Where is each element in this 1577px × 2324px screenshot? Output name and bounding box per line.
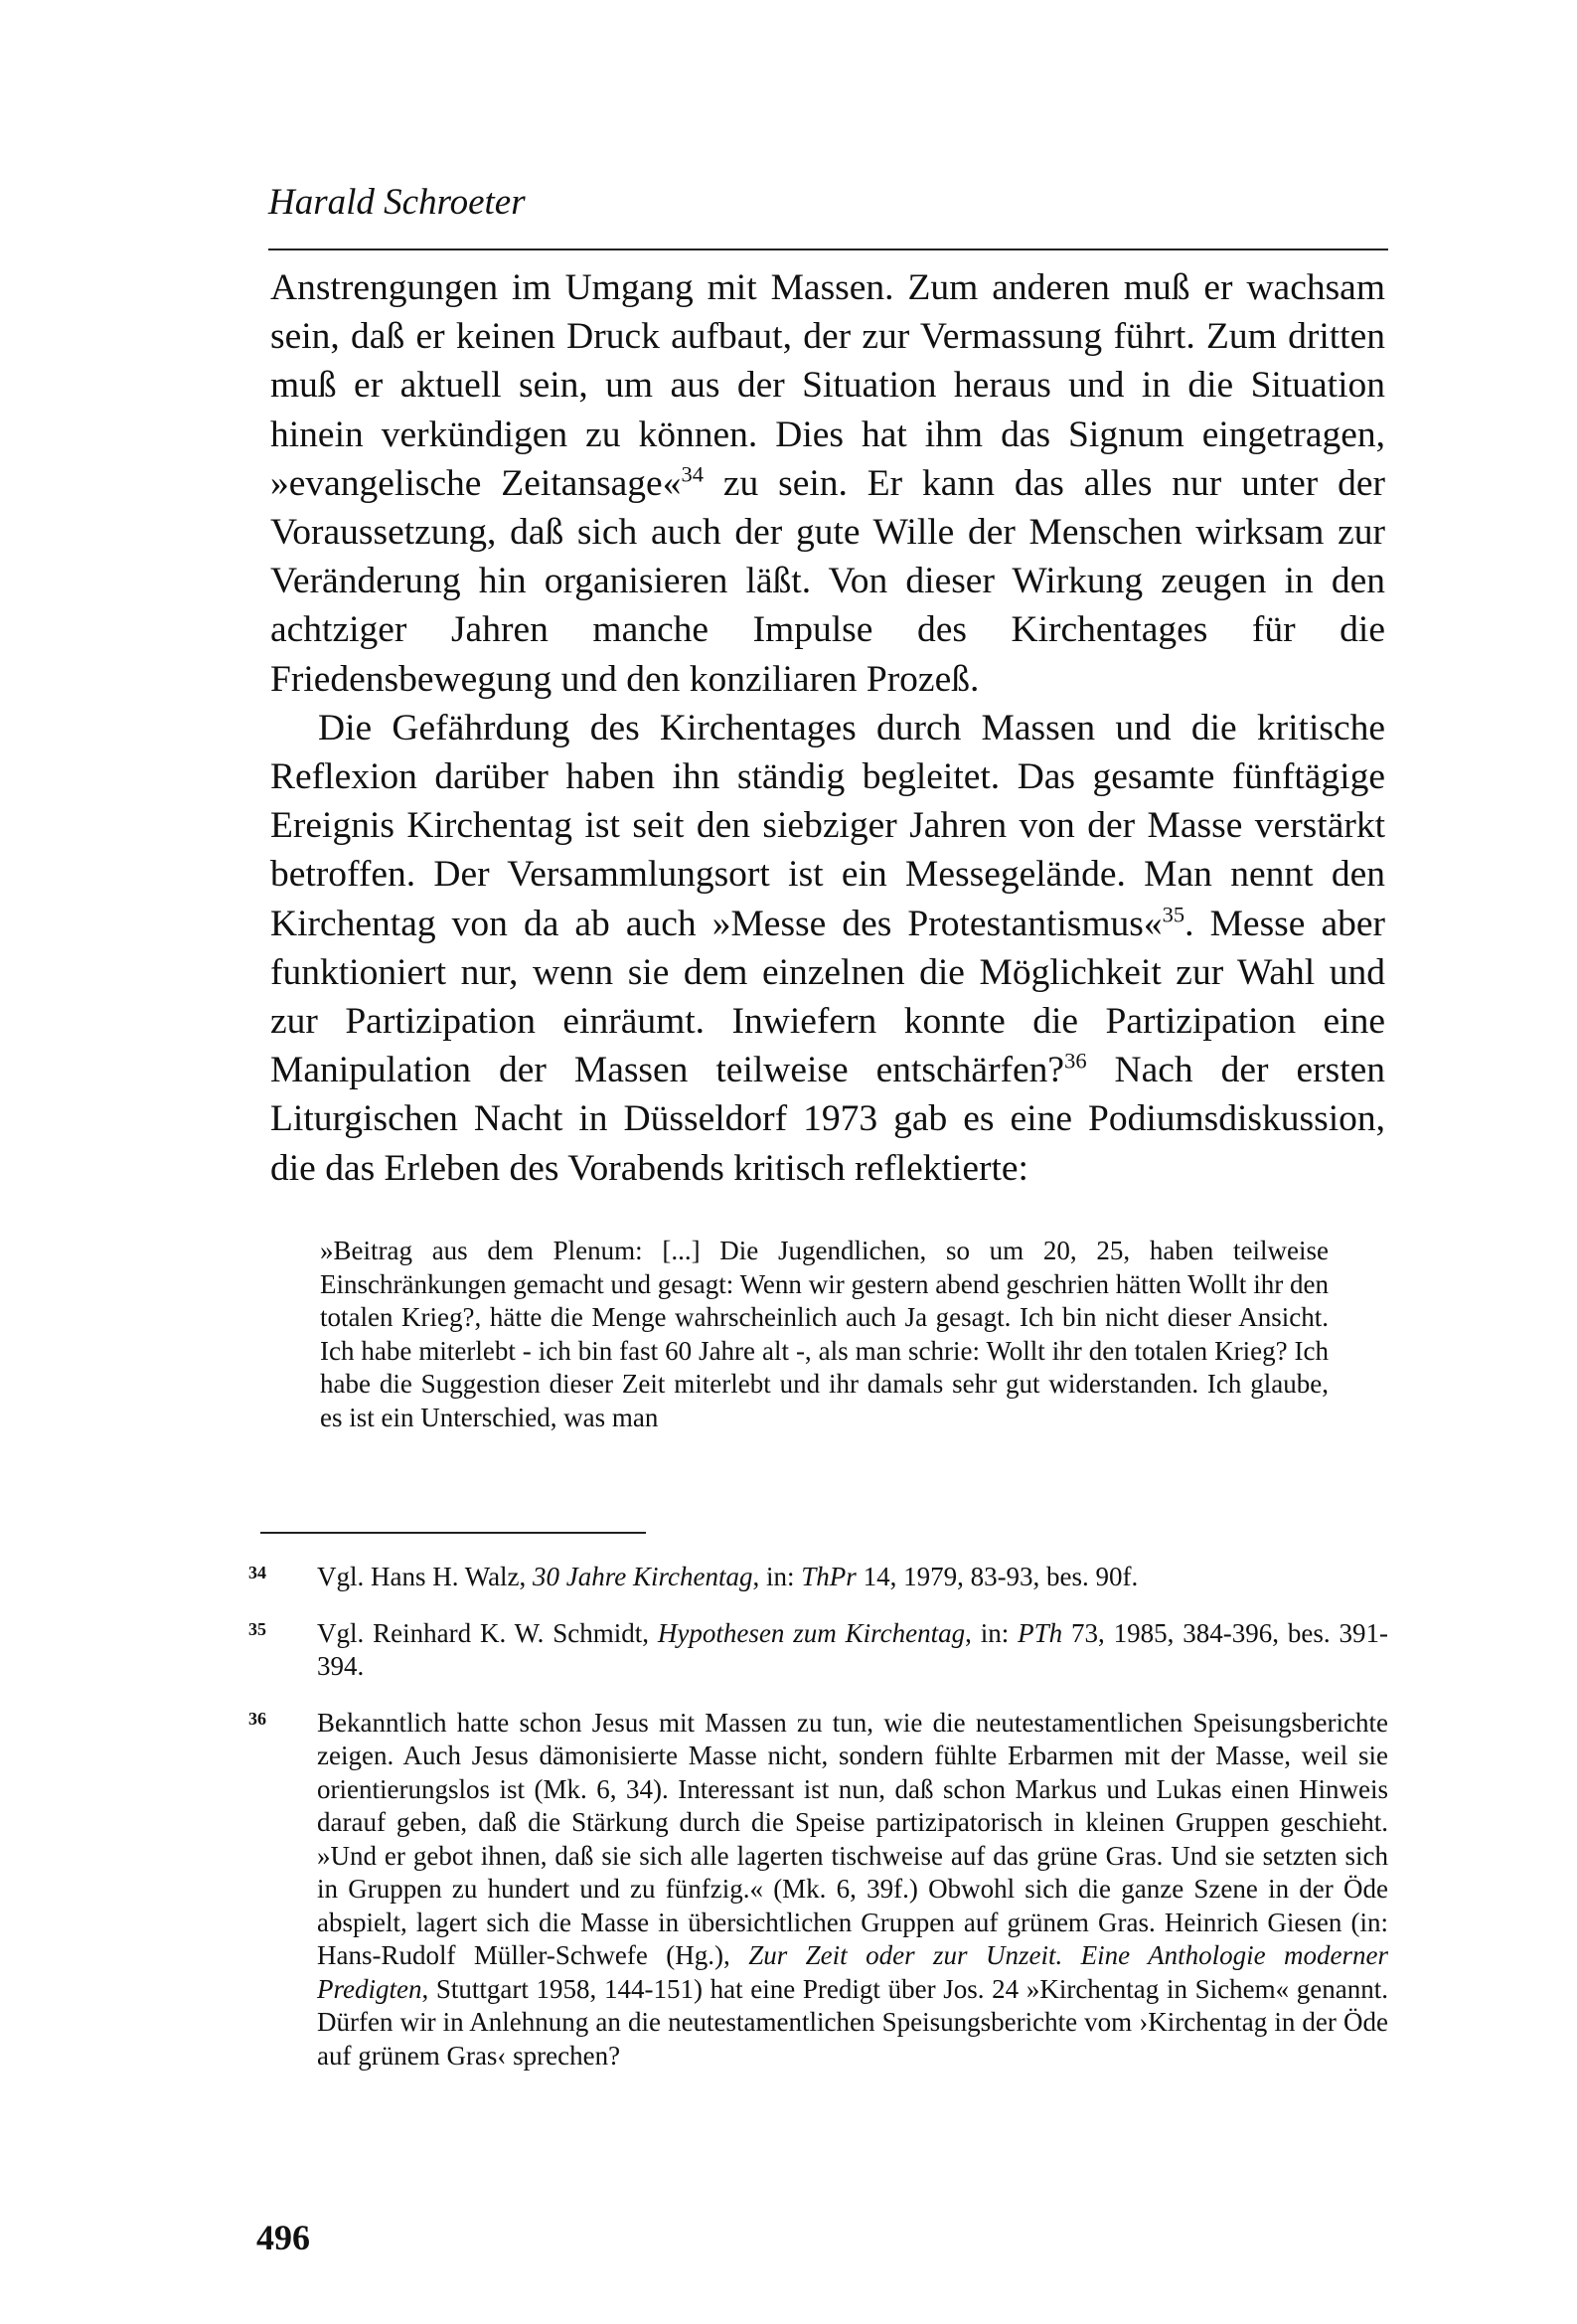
block-quote: »Beitrag aus dem Plenum: [...] Die Jugendlichen, so um 20, 25, haben teilweise Einschränkungen gemacht und gesagt: Wenn wir gestern abend geschrien hätten Wollt ihr den totalen Krieg?, hätte die Menge wahrscheinlich auch Ja gesagt. Ich bin nicht dieser Ansicht. Ich habe miterlebt - ich bin fast 60 Jahre alt -, als man schrie: Wollt ihr den totalen Krieg? Ich habe die Suggestion dieser Zeit miterlebt und ihr damals sehr gut widerstanden. Ich glaube, es ist ein Unterschied, was man (320, 1236, 1329, 1432)
footnote-number: 36 (248, 1708, 266, 1729)
footnote-ref-34: 34 (681, 461, 704, 487)
header-rule (268, 249, 1388, 250)
footnote-text: , in: (752, 1562, 802, 1591)
footnote-journal: PTh (1018, 1617, 1063, 1648)
footnote-text: 73, 1985, 384-396, bes. 391-394. (317, 1617, 1389, 1681)
footnote-text: , Stuttgart 1958, 144-151) hat eine Predigt über Jos. 24 »Kirchentag in Sichem« genannt. Dürfen wir in Anlehnung an die neutestamentlichen Speisungsberichte vom ›Kirchentag in der Öde auf grünem Gras‹ sprechen? (317, 1973, 1388, 2071)
footnote-journal: ThPr (801, 1562, 857, 1591)
paragraph-2 (270, 704, 1385, 1193)
footnotes (248, 1561, 1388, 2095)
footnote-number: 35 (248, 1618, 266, 1639)
paragraph-1 (270, 263, 1385, 704)
footnote-text: Vgl. Hans H. Walz, (317, 1562, 534, 1591)
footnote-ref-36: 36 (1064, 1048, 1087, 1074)
footnote-ref-35: 35 (1162, 902, 1185, 927)
footnote-title: Hypothesen zum Kirchentag (657, 1617, 966, 1648)
footnote-text: , in: (965, 1617, 1019, 1648)
paragraph-1-text-b: zu sein. Er kann das alles nur unter der Voraussetzung, daß sich auch der gute Wille der Menschen wirksam zur Veränderung hin organisieren läßt. Von dieser Wirkung zeugen in den achtziger Jahren manche Impulse des Kirchentages für die Friedensbewegung und den konziliaren Prozeß. (270, 462, 1385, 700)
footnote-rule (260, 1532, 646, 1534)
footnote-title: 30 Jahre Kirchentag (533, 1562, 753, 1591)
footnote-text: Vgl. Reinhard K. W. Schmidt, (317, 1617, 658, 1648)
paragraph-1-text-a: Anstrengungen im Umgang mit Massen. Zum anderen muß er wachsam sein, daß er keinen Druck aufbaut, der zur Vermassung führt. Zum dritten muß er aktuell sein, um aus der Situation heraus und in die Situation hinein verkündigen zu können. Dies hat ihm das Signum eingetragen, »evangelische Zeitansage« (270, 267, 1385, 504)
paragraph-2-text-b: . Messe aber funktioniert nur, wenn sie dem einzelnen die Möglichkeit zur Wahl und zur Partizipation einräumt. Inwiefern konnte die Partizipation eine Manipulation der Massen teilweise entschärfen? (270, 903, 1385, 1091)
footnote-35 (248, 1617, 1388, 1684)
footnote-title: Zur Zeit oder zur Unzeit. Eine Anthologie moderner Predigten (317, 1940, 1388, 2004)
paragraph-2-text-c: Nach der ersten Liturgischen Nacht in Düsseldorf 1973 gab es eine Podiumsdiskussion, die das Erleben des Vorabends kritisch reflektierte: (270, 1050, 1386, 1189)
page-number: 496 (256, 2218, 310, 2257)
footnote-text: 14, 1979, 83-93, bes. 90f. (856, 1562, 1139, 1591)
footnote-number: 34 (248, 1563, 266, 1582)
footnote-34 (248, 1561, 1388, 1594)
main-text (270, 263, 1385, 1193)
paragraph-2-text-a: Die Gefährdung des Kirchentages durch Massen und die kritische Reflexion darüber haben ihn ständig begleitet. Das gesamte fünftägige Ereignis Kirchentag ist seit den siebziger Jahren von der Masse verstärkt betroffen. Der Versammlungsort ist ein Messegelände. Man nennt den Kirchentag von da ab auch »Messe des Protestantismus« (270, 707, 1385, 944)
footnote-36 (248, 1707, 1388, 2074)
footnote-text: Bekanntlich hatte schon Jesus mit Massen zu tun, wie die neutestamentlichen Speisungsberichte zeigen. Auch Jesus dämonisierte Masse nicht, sondern fühlte Erbarmen mit der Masse, weil sie orientierungslos ist (Mk. 6, 34). Interessant ist nun, daß schon Markus und Lukas einen Hinweis darauf geben, daß die Stärkung durch die Speise partizipatorisch in kleinen Gruppen geschieht. »Und er gebot ihnen, daß sie sich alle lagerten tischweise auf das grüne Gras. Und sie setzten sich in Gruppen zu hundert und zu fünfzig.« (Mk. 6, 39f.) Obwohl sich die ganze Szene in der Öde abspielt, lagert sich die Masse in übersichtlichen Gruppen auf grünem Gras. Heinrich Giesen (in: Hans-Rudolf Müller-Schwefe (Hg.), (317, 1707, 1388, 1970)
running-header: Harald Schroeter (268, 182, 526, 223)
